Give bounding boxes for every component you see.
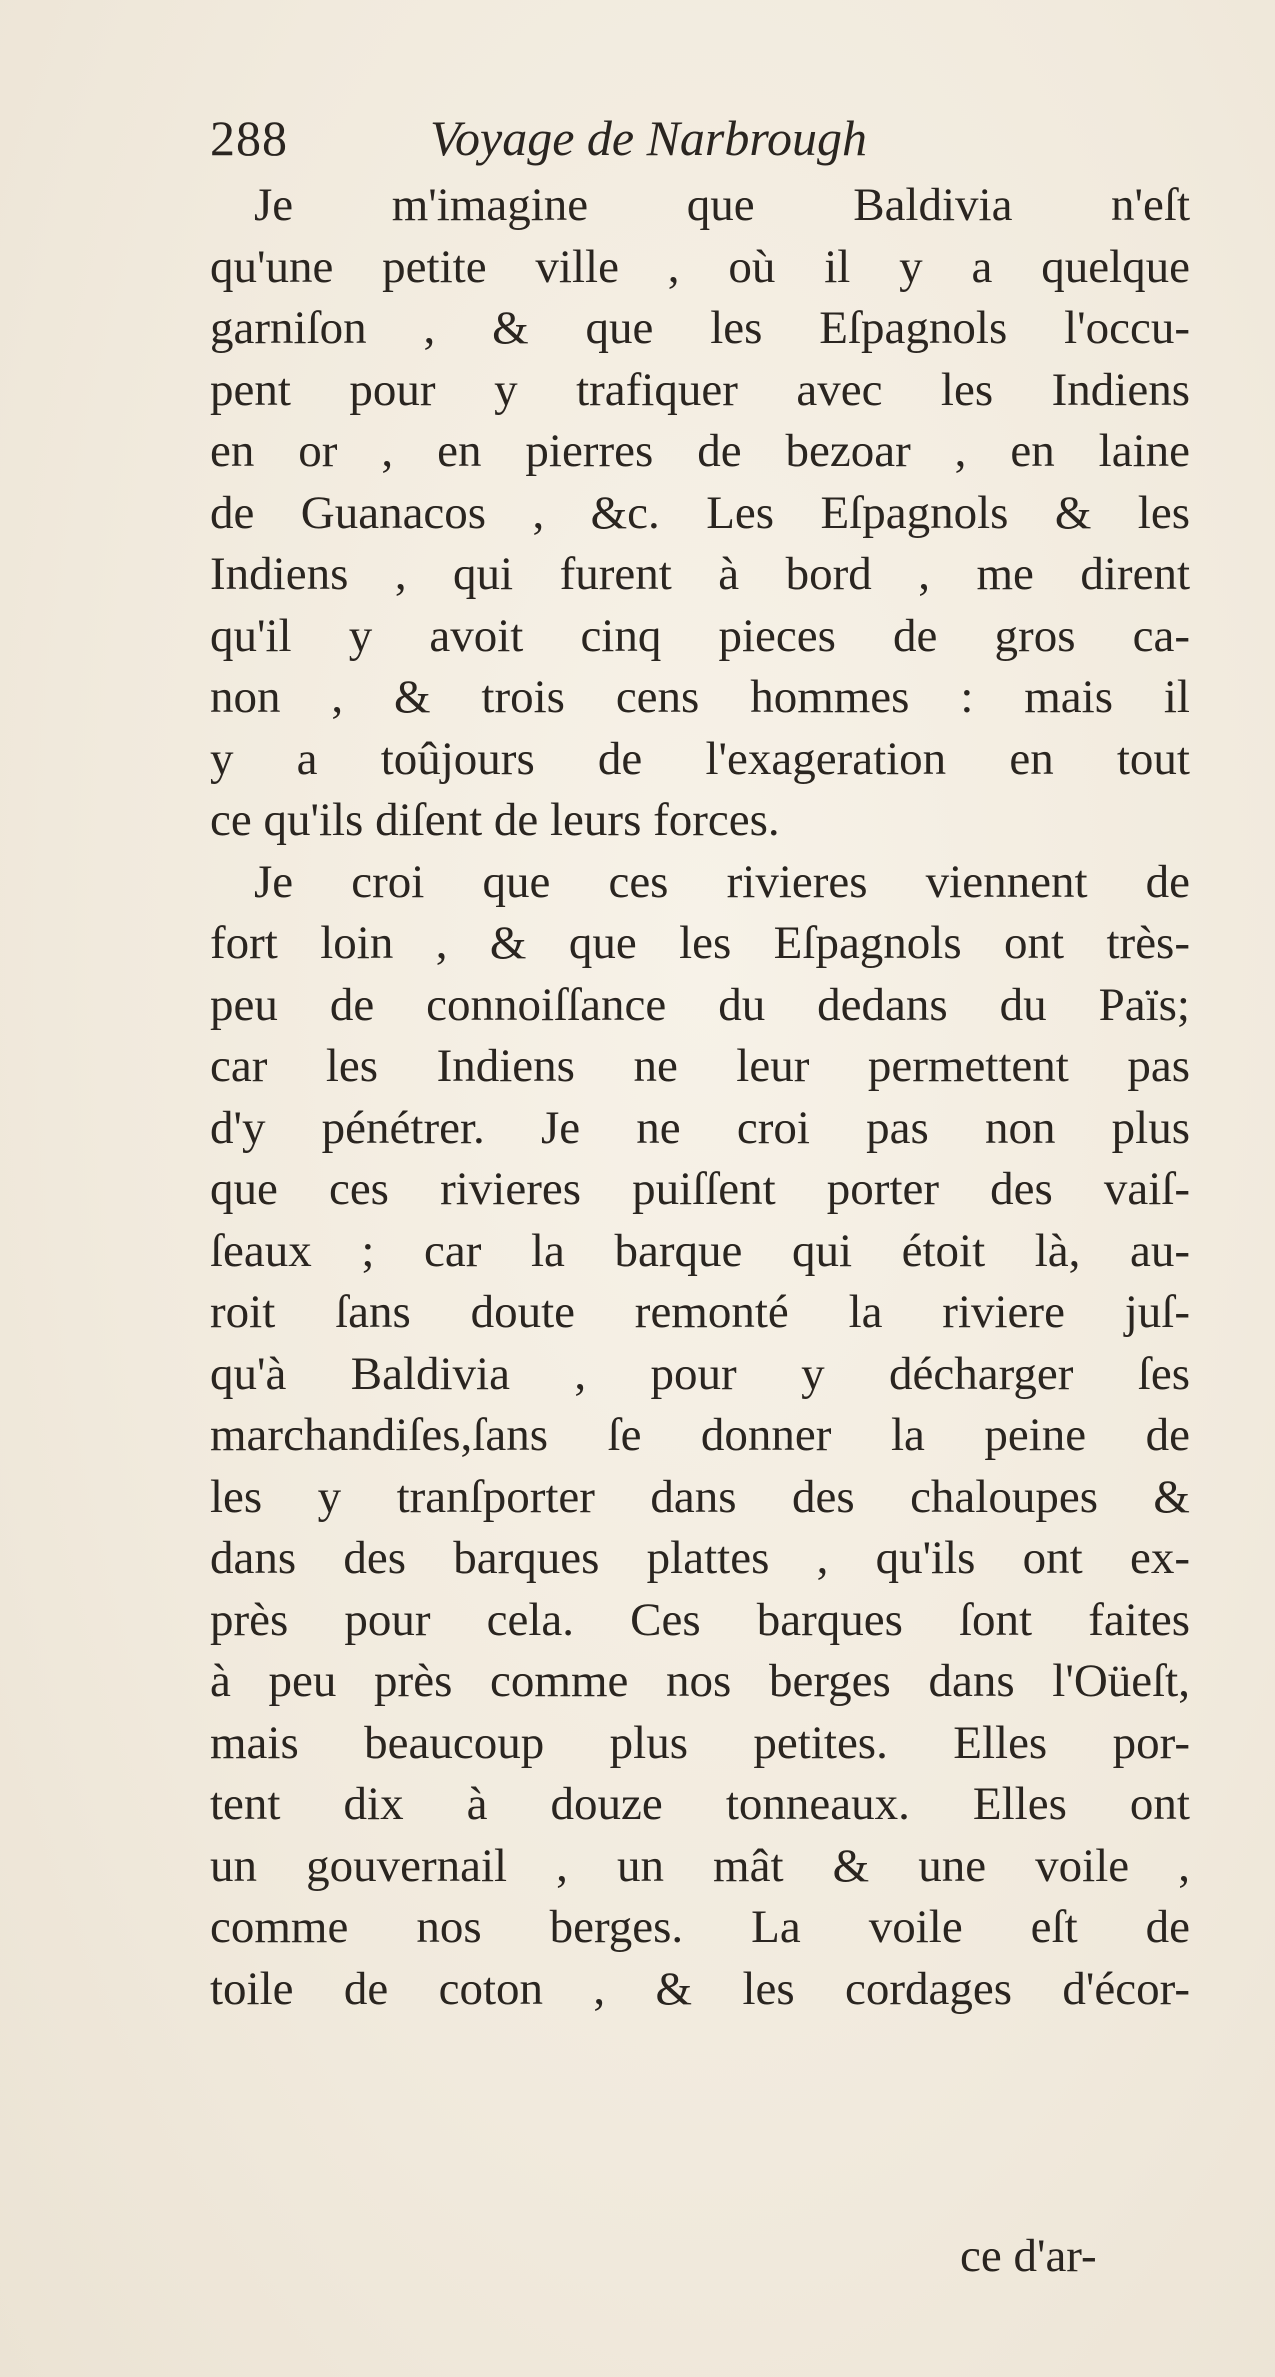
text-line: près pour cela. Ces barques ſont faites bbox=[210, 1593, 1190, 1646]
text-line: comme nos berges. La voile eſt de bbox=[210, 1901, 1190, 1953]
text-line: qu'une petite ville , où il y a quelque bbox=[210, 240, 1190, 293]
text-line: garniſon , & que les Eſpagnols l'occu- bbox=[210, 302, 1190, 354]
text-line: fort loin , & que les Eſpagnols ont très- bbox=[210, 917, 1190, 969]
text-line: Indiens , qui furent à bord , me dirent bbox=[210, 548, 1190, 600]
text-line: dans des barques plattes , qu'ils ont ex- bbox=[210, 1532, 1190, 1584]
text-line: un gouvernail , un mât & une voile , bbox=[210, 1839, 1190, 1892]
text-line: peu de connoiſſance du dedans du Païs; bbox=[210, 978, 1190, 1031]
text-line: mais beaucoup plus petites. Elles por- bbox=[210, 1716, 1190, 1769]
text-line: à peu près comme nos berges dans l'Oüeſt, bbox=[210, 1655, 1190, 1707]
running-title: Voyage de Narbrough bbox=[430, 110, 867, 166]
page-header bbox=[210, 108, 1210, 168]
text-line: qu'il y avoit cinq pieces de gros ca- bbox=[210, 609, 1190, 662]
text-line: Je croi que ces rivieres viennent de bbox=[254, 855, 1190, 908]
text-line: en or , en pierres de bezoar , en laine bbox=[210, 425, 1190, 477]
catchword: ce d'ar- bbox=[960, 2230, 1097, 2282]
text-line: non , & trois cens hommes : mais il bbox=[210, 671, 1190, 723]
text-line: ce qu'ils diſent de leurs forces. bbox=[210, 794, 780, 846]
text-line: y a toûjours de l'exageration en tout bbox=[210, 732, 1190, 785]
text-line: toile de coton , & les cordages d'écor- bbox=[210, 1962, 1190, 2015]
text-line: ſeaux ; car la barque qui étoit là, au- bbox=[210, 1224, 1190, 1277]
text-line: car les Indiens ne leur permettent pas bbox=[210, 1040, 1190, 1092]
text-line: roit ſans doute remonté la riviere juſ- bbox=[210, 1286, 1190, 1338]
page-number: 288 bbox=[210, 110, 288, 166]
text-line: qu'à Baldivia , pour y décharger ſes bbox=[210, 1347, 1190, 1400]
text-line: les y tranſporter dans des chaloupes & bbox=[210, 1470, 1190, 1523]
text-line: pent pour y trafiquer avec les Indiens bbox=[210, 363, 1190, 416]
text-line: marchandiſes,ſans ſe donner la peine de bbox=[210, 1409, 1190, 1461]
body-text bbox=[210, 175, 1190, 2020]
text-line: tent dix à douze tonneaux. Elles ont bbox=[210, 1778, 1190, 1830]
text-line: que ces rivieres puiſſent porter des vaiſ- bbox=[210, 1163, 1190, 1215]
text-line: Je m'imagine que Baldivia n'eſt bbox=[254, 179, 1190, 231]
text-line: d'y pénétrer. Je ne croi pas non plus bbox=[210, 1101, 1190, 1154]
text-line: de Guanacos , &c. Les Eſpagnols & les bbox=[210, 486, 1190, 539]
